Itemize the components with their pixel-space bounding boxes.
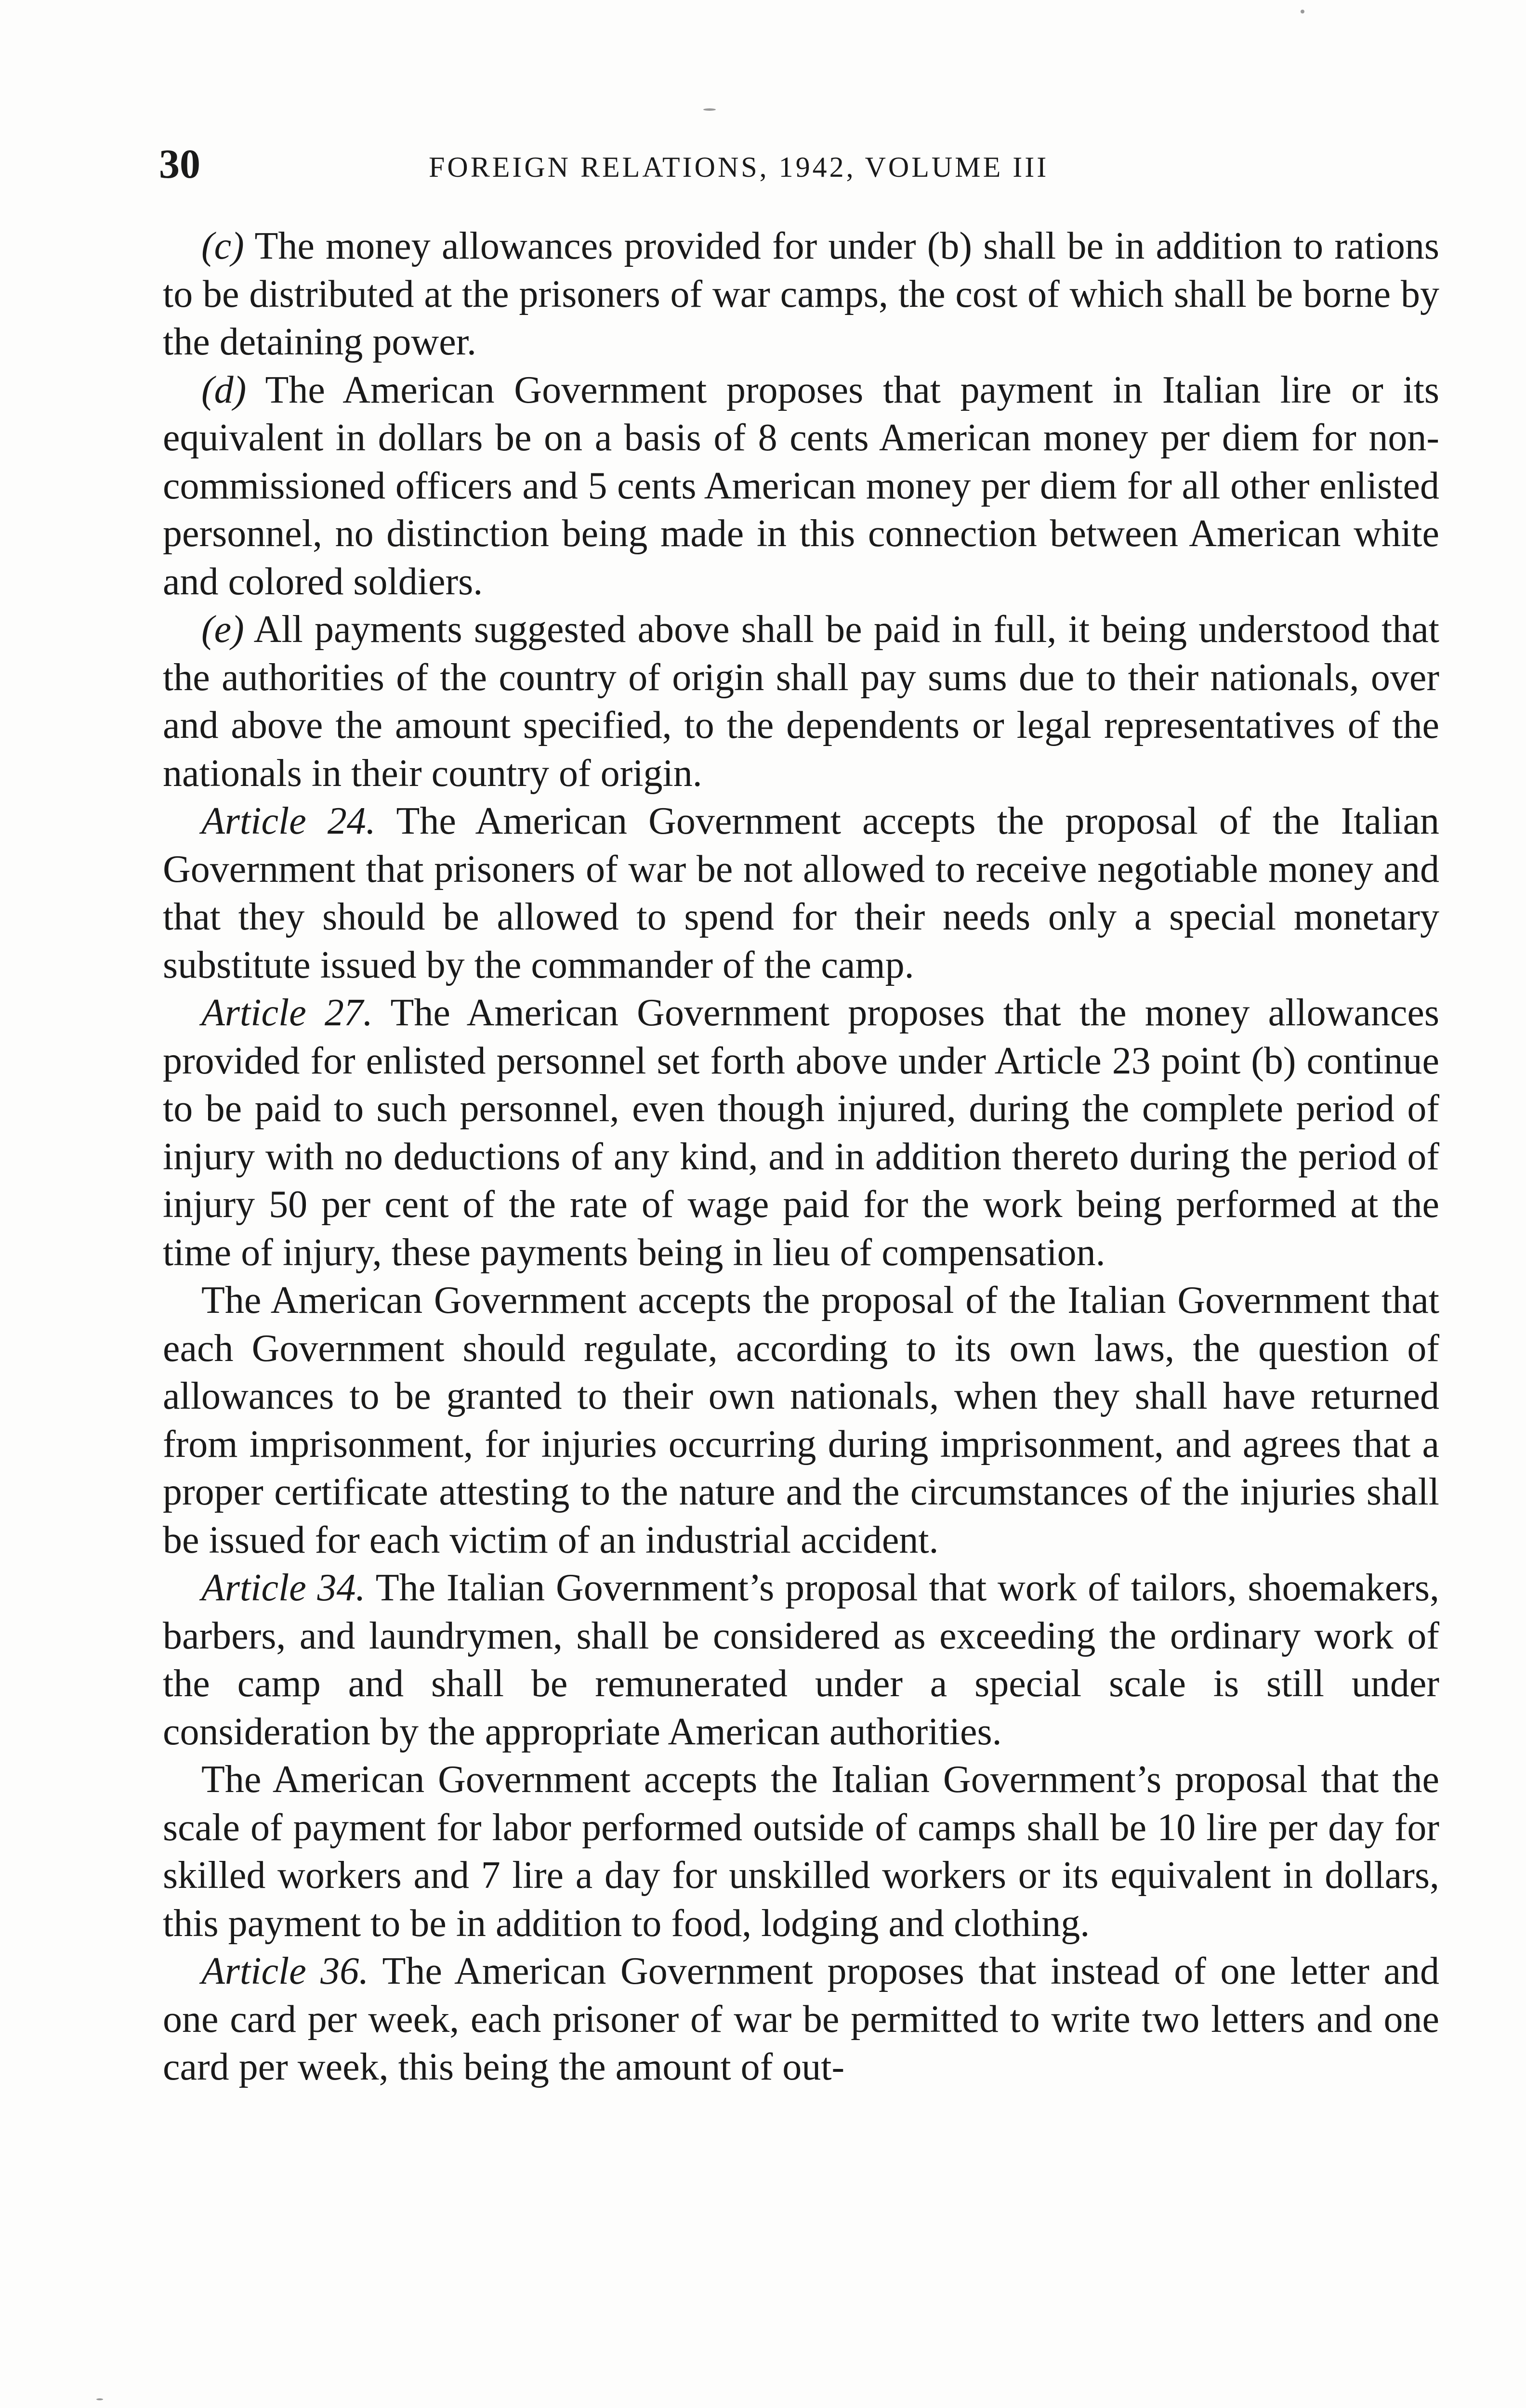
article-label: Article 36. — [201, 1950, 369, 1992]
paragraph-text: The American Government proposes that the money allowances provided for enlisted personnel set forth above under Article 23 point (b) continue to be paid to such personnel, even though injured, during the complete period of injury with no deductions of any kind, and in addition thereto during the period of injury 50 per cent of the rate of wage paid for the work being performed at the time of injury, these payments being in lieu of compensation. — [163, 992, 1439, 1274]
page-number: 30 — [159, 141, 200, 187]
running-head: FOREIGN RELATIONS, 1942, VOLUME III — [429, 151, 1049, 183]
paragraph-text: The Italian Government’s proposal that work of tailors, shoemakers, barbers, and laundrymen, shall be considered as exceeding the ordinary work of the camp and shall be remunerated under a special scale is still under consideration by the appropriate American authorities. — [163, 1567, 1440, 1753]
scan-speck — [1301, 10, 1304, 13]
paragraph-text: All payments suggested above shall be paid in full, it being understood that the authorities of the country of origin shall pay sums due to their nationals, over and above the amount specified, to the dependents or legal representatives of the nationals in their country of origin. — [163, 608, 1439, 795]
paragraph-article-36 — [163, 1948, 1439, 2092]
paragraph-label: (e) — [201, 608, 244, 651]
paragraph-article-24 — [163, 798, 1439, 989]
article-label: Article 27. — [201, 992, 373, 1034]
page-header — [159, 135, 1440, 193]
article-label: Article 34. — [201, 1567, 366, 1609]
paragraph-article-34 — [163, 1564, 1439, 1756]
scan-speck — [703, 108, 716, 111]
paragraph-text: The American Government accepts the Italian Government’s proposal that the scale of payment for labor performed outside of camps shall be 10 lire per day for skilled workers and 7 lire a day for unskilled workers or its equivalent in dollars, this payment to be in addition to food, lodging and clothing. — [163, 1758, 1439, 1945]
paragraph-e — [163, 606, 1439, 798]
paragraph-label: (c) — [201, 225, 244, 267]
paragraph-label: (d) — [201, 368, 247, 411]
article-label: Article 24. — [201, 800, 376, 842]
scan-speck — [96, 2398, 103, 2400]
paragraph-text: The American Government accepts the proposal of the Italian Government that each Government should regulate, according to its own laws, the question of allowances to be granted to their own nationals, when they shall have returned from imprisonment, for injuries occurring during imprisonment, and agrees that a proper certificate attesting to the nature and the circumstances of the injuries shall be issued for each victim of an industrial accident. — [163, 1279, 1439, 1561]
paragraph-text: The American Government accepts the proposal of the Italian Government that prisoners of war be not allowed to receive negotiable money and that they should be allowed to spend for their needs only a special monetary substitute issued by the commander of the camp. — [163, 800, 1439, 986]
body-text — [163, 222, 1439, 2092]
paragraph-labor-payment — [163, 1756, 1439, 1948]
paragraph-article-27 — [163, 989, 1439, 1277]
paragraph-d — [163, 366, 1439, 606]
paragraph-text: The American Government proposes that instead of one letter and one card per week, each prisoner of war be permitted to write two letters and one card per week, this being the amount of out- — [163, 1950, 1439, 2088]
paragraph-allowances-injuries — [163, 1277, 1439, 1564]
paragraph-text: The American Government proposes that payment in Italian lire or its equivalent in dollars be on a basis of 8 cents American money per diem for non-commissioned officers and 5 cents American money per diem for all other enlisted personnel, no distinction being made in this connection between American white and colored soldiers. — [163, 368, 1440, 603]
paragraph-c — [163, 222, 1439, 366]
paragraph-text: The money allowances provided for under (b) shall be in addition to rations to be distributed at the prisoners of war camps, the cost of which shall be borne by the detaining power. — [163, 225, 1439, 363]
